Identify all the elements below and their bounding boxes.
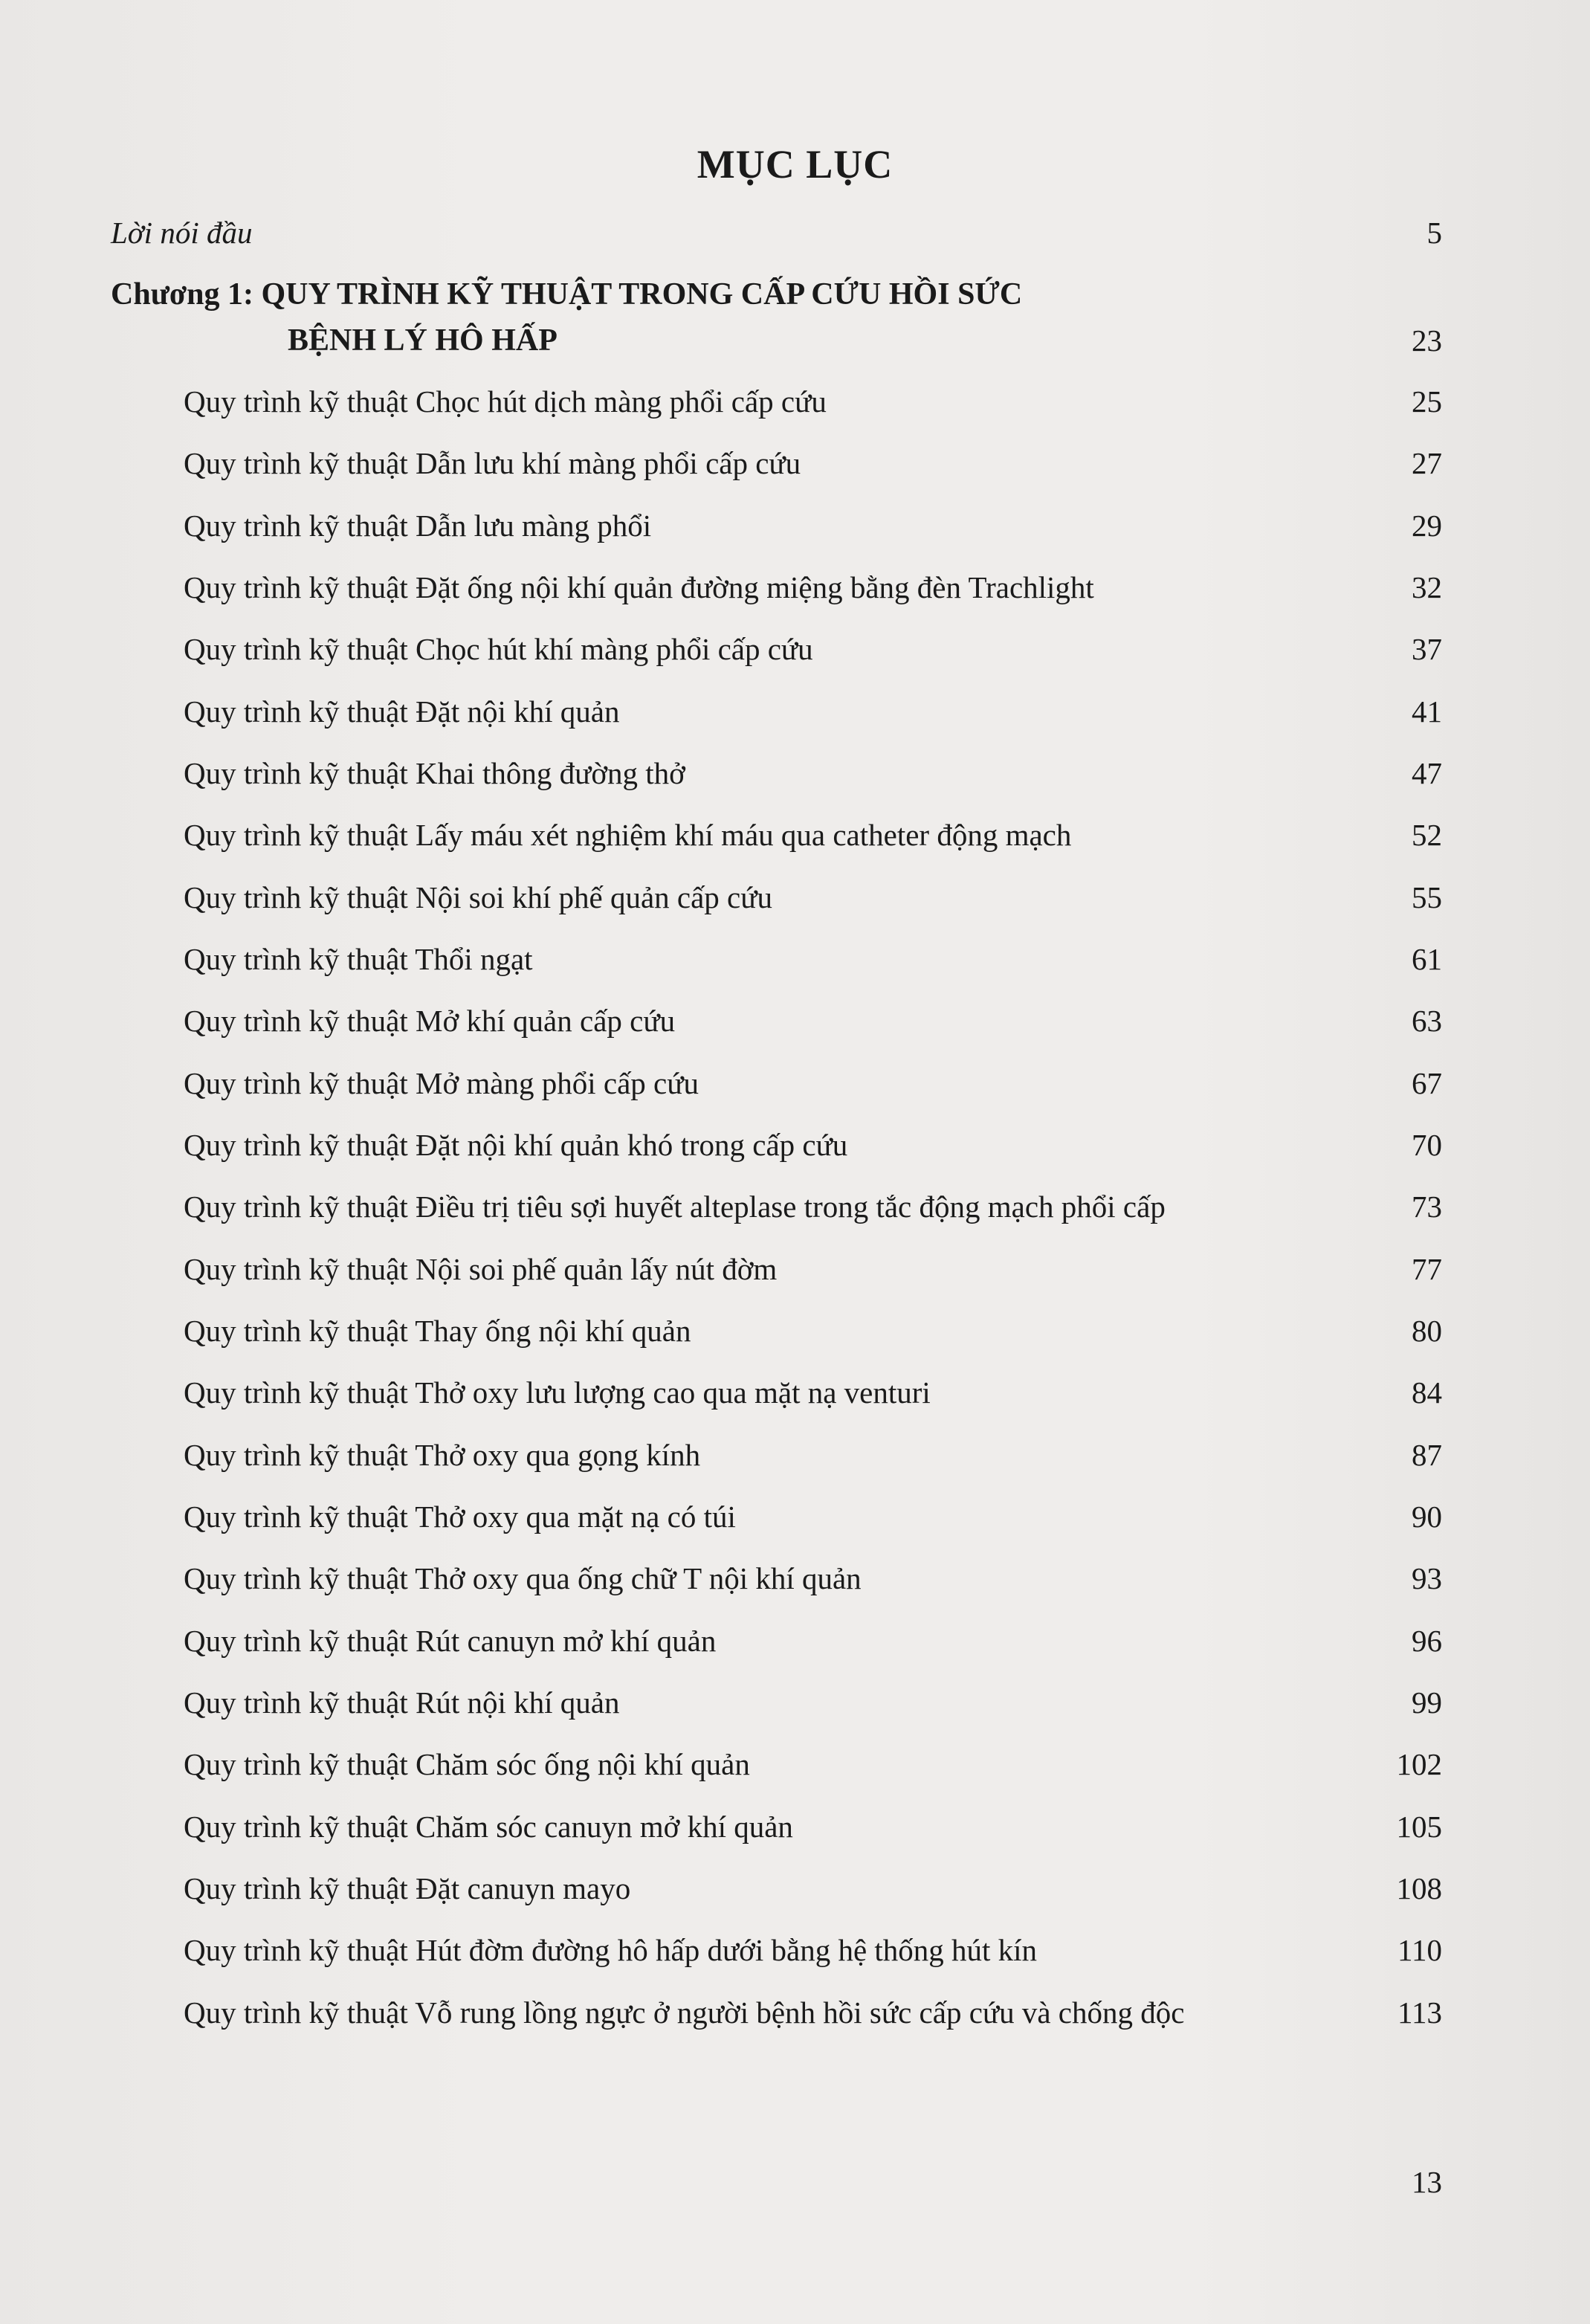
chapter-page: 23 — [1412, 323, 1442, 358]
toc-entry — [0, 441, 1590, 485]
toc-entry-label: Quy trình kỹ thuật Thở oxy lưu lượng cao qua mặt nạ venturi — [184, 1375, 931, 1410]
toc-entry-label: Quy trình kỹ thuật Điều trị tiêu sợi huyết alteplase trong tắc động mạch phổi cấp — [184, 1190, 1166, 1224]
toc-entry-label: Quy trình kỹ thuật Chọc hút dịch màng phổi cấp cứu — [184, 384, 827, 419]
toc-entry-page: 87 — [1412, 1438, 1442, 1472]
toc-entry — [0, 1433, 1590, 1477]
toc-entry-page: 77 — [1412, 1252, 1442, 1286]
toc-entry-label: Quy trình kỹ thuật Chăm sóc ống nội khí quản — [184, 1747, 750, 1781]
toc-entry — [0, 1123, 1590, 1167]
toc-entry — [0, 689, 1590, 734]
toc-entry — [0, 627, 1590, 671]
toc-entry-label: Quy trình kỹ thuật Thở oxy qua mặt nạ có túi — [184, 1500, 736, 1534]
toc-entry-page: 84 — [1412, 1375, 1442, 1410]
toc-entry — [0, 1184, 1590, 1229]
toc-entry — [0, 1804, 1590, 1849]
toc-entry-page: 102 — [1396, 1747, 1442, 1781]
toc-preface-page: 5 — [1426, 216, 1442, 250]
toc-entry-label: Quy trình kỹ thuật Thở oxy qua gọng kính — [184, 1438, 701, 1472]
toc-entry-page: 113 — [1397, 1995, 1442, 2030]
toc-entry — [0, 751, 1590, 795]
toc-entry — [0, 1370, 1590, 1415]
toc-entry — [0, 875, 1590, 920]
toc-preface — [0, 210, 1590, 255]
toc-entry-page: 90 — [1412, 1500, 1442, 1534]
toc-entry-label: Quy trình kỹ thuật Đặt nội khí quản — [184, 694, 620, 729]
toc-entry — [0, 998, 1590, 1043]
toc-entry-label: Quy trình kỹ thuật Dẫn lưu màng phổi — [184, 509, 652, 543]
toc-entry-label: Quy trình kỹ thuật Thổi ngạt — [184, 942, 533, 976]
toc-entry — [0, 813, 1590, 857]
toc-entry-label: Quy trình kỹ thuật Lấy máu xét nghiệm khí máu qua catheter động mạch — [184, 818, 1072, 852]
toc-entry-label: Quy trình kỹ thuật Nội soi khí phế quản cấp cứu — [184, 880, 772, 914]
toc-entry-label: Quy trình kỹ thuật Đặt ống nội khí quản đường miệng bằng đèn Trachlight — [184, 570, 1094, 604]
toc-entry — [0, 1247, 1590, 1291]
toc-entry — [0, 1928, 1590, 1972]
toc-entry — [0, 1742, 1590, 1786]
chapter-heading — [111, 271, 1022, 364]
page-title: MỤC LỤC — [697, 142, 893, 187]
toc-entry-page: 32 — [1412, 570, 1442, 604]
toc-entry-page: 80 — [1412, 1314, 1442, 1348]
toc-entry-page: 27 — [1412, 446, 1442, 480]
toc-entry — [0, 1494, 1590, 1539]
toc-entry-page: 47 — [1412, 756, 1442, 790]
toc-entry-label: Quy trình kỹ thuật Thay ống nội khí quản — [184, 1314, 691, 1348]
toc-entry-label: Quy trình kỹ thuật Mở khí quản cấp cứu — [184, 1004, 676, 1038]
toc-entry-page: 55 — [1412, 880, 1442, 914]
toc-entry — [0, 1061, 1590, 1105]
toc-entry-label: Quy trình kỹ thuật Dẫn lưu khí màng phổi cấp cứu — [184, 446, 801, 480]
toc-entry-label: Quy trình kỹ thuật Rút nội khí quản — [184, 1685, 620, 1720]
chapter-heading-line2: BỆNH LÝ HÔ HẤP — [288, 323, 558, 358]
toc-entry-label: Quy trình kỹ thuật Mở màng phổi cấp cứu — [184, 1066, 699, 1100]
toc-entry-page: 37 — [1412, 632, 1442, 666]
toc-entry — [0, 1556, 1590, 1601]
chapter-heading-line1: Chương 1: QUY TRÌNH KỸ THUẬT TRONG CẤP CỨU HỒI SỨC — [111, 277, 1023, 312]
toc-entry-page: 67 — [1412, 1066, 1442, 1100]
toc-entry-page: 108 — [1396, 1871, 1442, 1905]
toc-entry — [0, 1990, 1590, 2035]
toc-entry-label: Quy trình kỹ thuật Hút đờm đường hô hấp dưới bằng hệ thống hút kín — [184, 1933, 1038, 1967]
toc-entry-label: Quy trình kỹ thuật Thở oxy qua ống chữ T nội khí quản — [184, 1561, 862, 1595]
toc-entry — [0, 1866, 1590, 1911]
toc-entry — [0, 503, 1590, 548]
toc-entry-page: 110 — [1397, 1933, 1442, 1967]
toc-entry-page: 41 — [1412, 694, 1442, 729]
toc-entry-label: Quy trình kỹ thuật Đặt nội khí quản khó trong cấp cứu — [184, 1128, 848, 1162]
toc-entry-page: 96 — [1412, 1624, 1442, 1658]
toc-entry-label: Quy trình kỹ thuật Vỗ rung lồng ngực ở người bệnh hồi sức cấp cứu và chống độc — [184, 1995, 1185, 2030]
toc-entry-page: 25 — [1412, 384, 1442, 419]
toc-entry-page: 52 — [1412, 818, 1442, 852]
toc-entry-page: 73 — [1412, 1190, 1442, 1224]
toc-entry-page: 105 — [1396, 1810, 1442, 1844]
toc-entry-page: 70 — [1412, 1128, 1442, 1162]
toc-entry-label: Quy trình kỹ thuật Chọc hút khí màng phổi cấp cứu — [184, 632, 813, 666]
toc-entry — [0, 1618, 1590, 1663]
toc-entry-label: Quy trình kỹ thuật Nội soi phế quản lấy nút đờm — [184, 1252, 778, 1286]
toc-entry — [0, 565, 1590, 610]
toc-entry-label: Quy trình kỹ thuật Khai thông đường thở — [184, 756, 685, 790]
toc-entry-page: 93 — [1412, 1561, 1442, 1595]
toc-entry-page: 99 — [1412, 1685, 1442, 1720]
toc-entry-label: Quy trình kỹ thuật Chăm sóc canuyn mở khí quản — [184, 1810, 793, 1844]
toc-entry — [0, 1680, 1590, 1725]
toc-entry — [0, 1308, 1590, 1353]
toc-entry — [0, 379, 1590, 424]
toc-entry-label: Quy trình kỹ thuật Rút canuyn mở khí quản — [184, 1624, 717, 1658]
toc-entry-page: 63 — [1412, 1004, 1442, 1038]
toc-entry-label: Quy trình kỹ thuật Đặt canuyn mayo — [184, 1871, 631, 1905]
toc-entry — [0, 937, 1590, 981]
toc-entry-page: 29 — [1412, 509, 1442, 543]
toc-entry-page: 61 — [1412, 942, 1442, 976]
toc-preface-label: Lời nói đầu — [111, 216, 253, 250]
page-number: 13 — [1412, 2165, 1442, 2199]
